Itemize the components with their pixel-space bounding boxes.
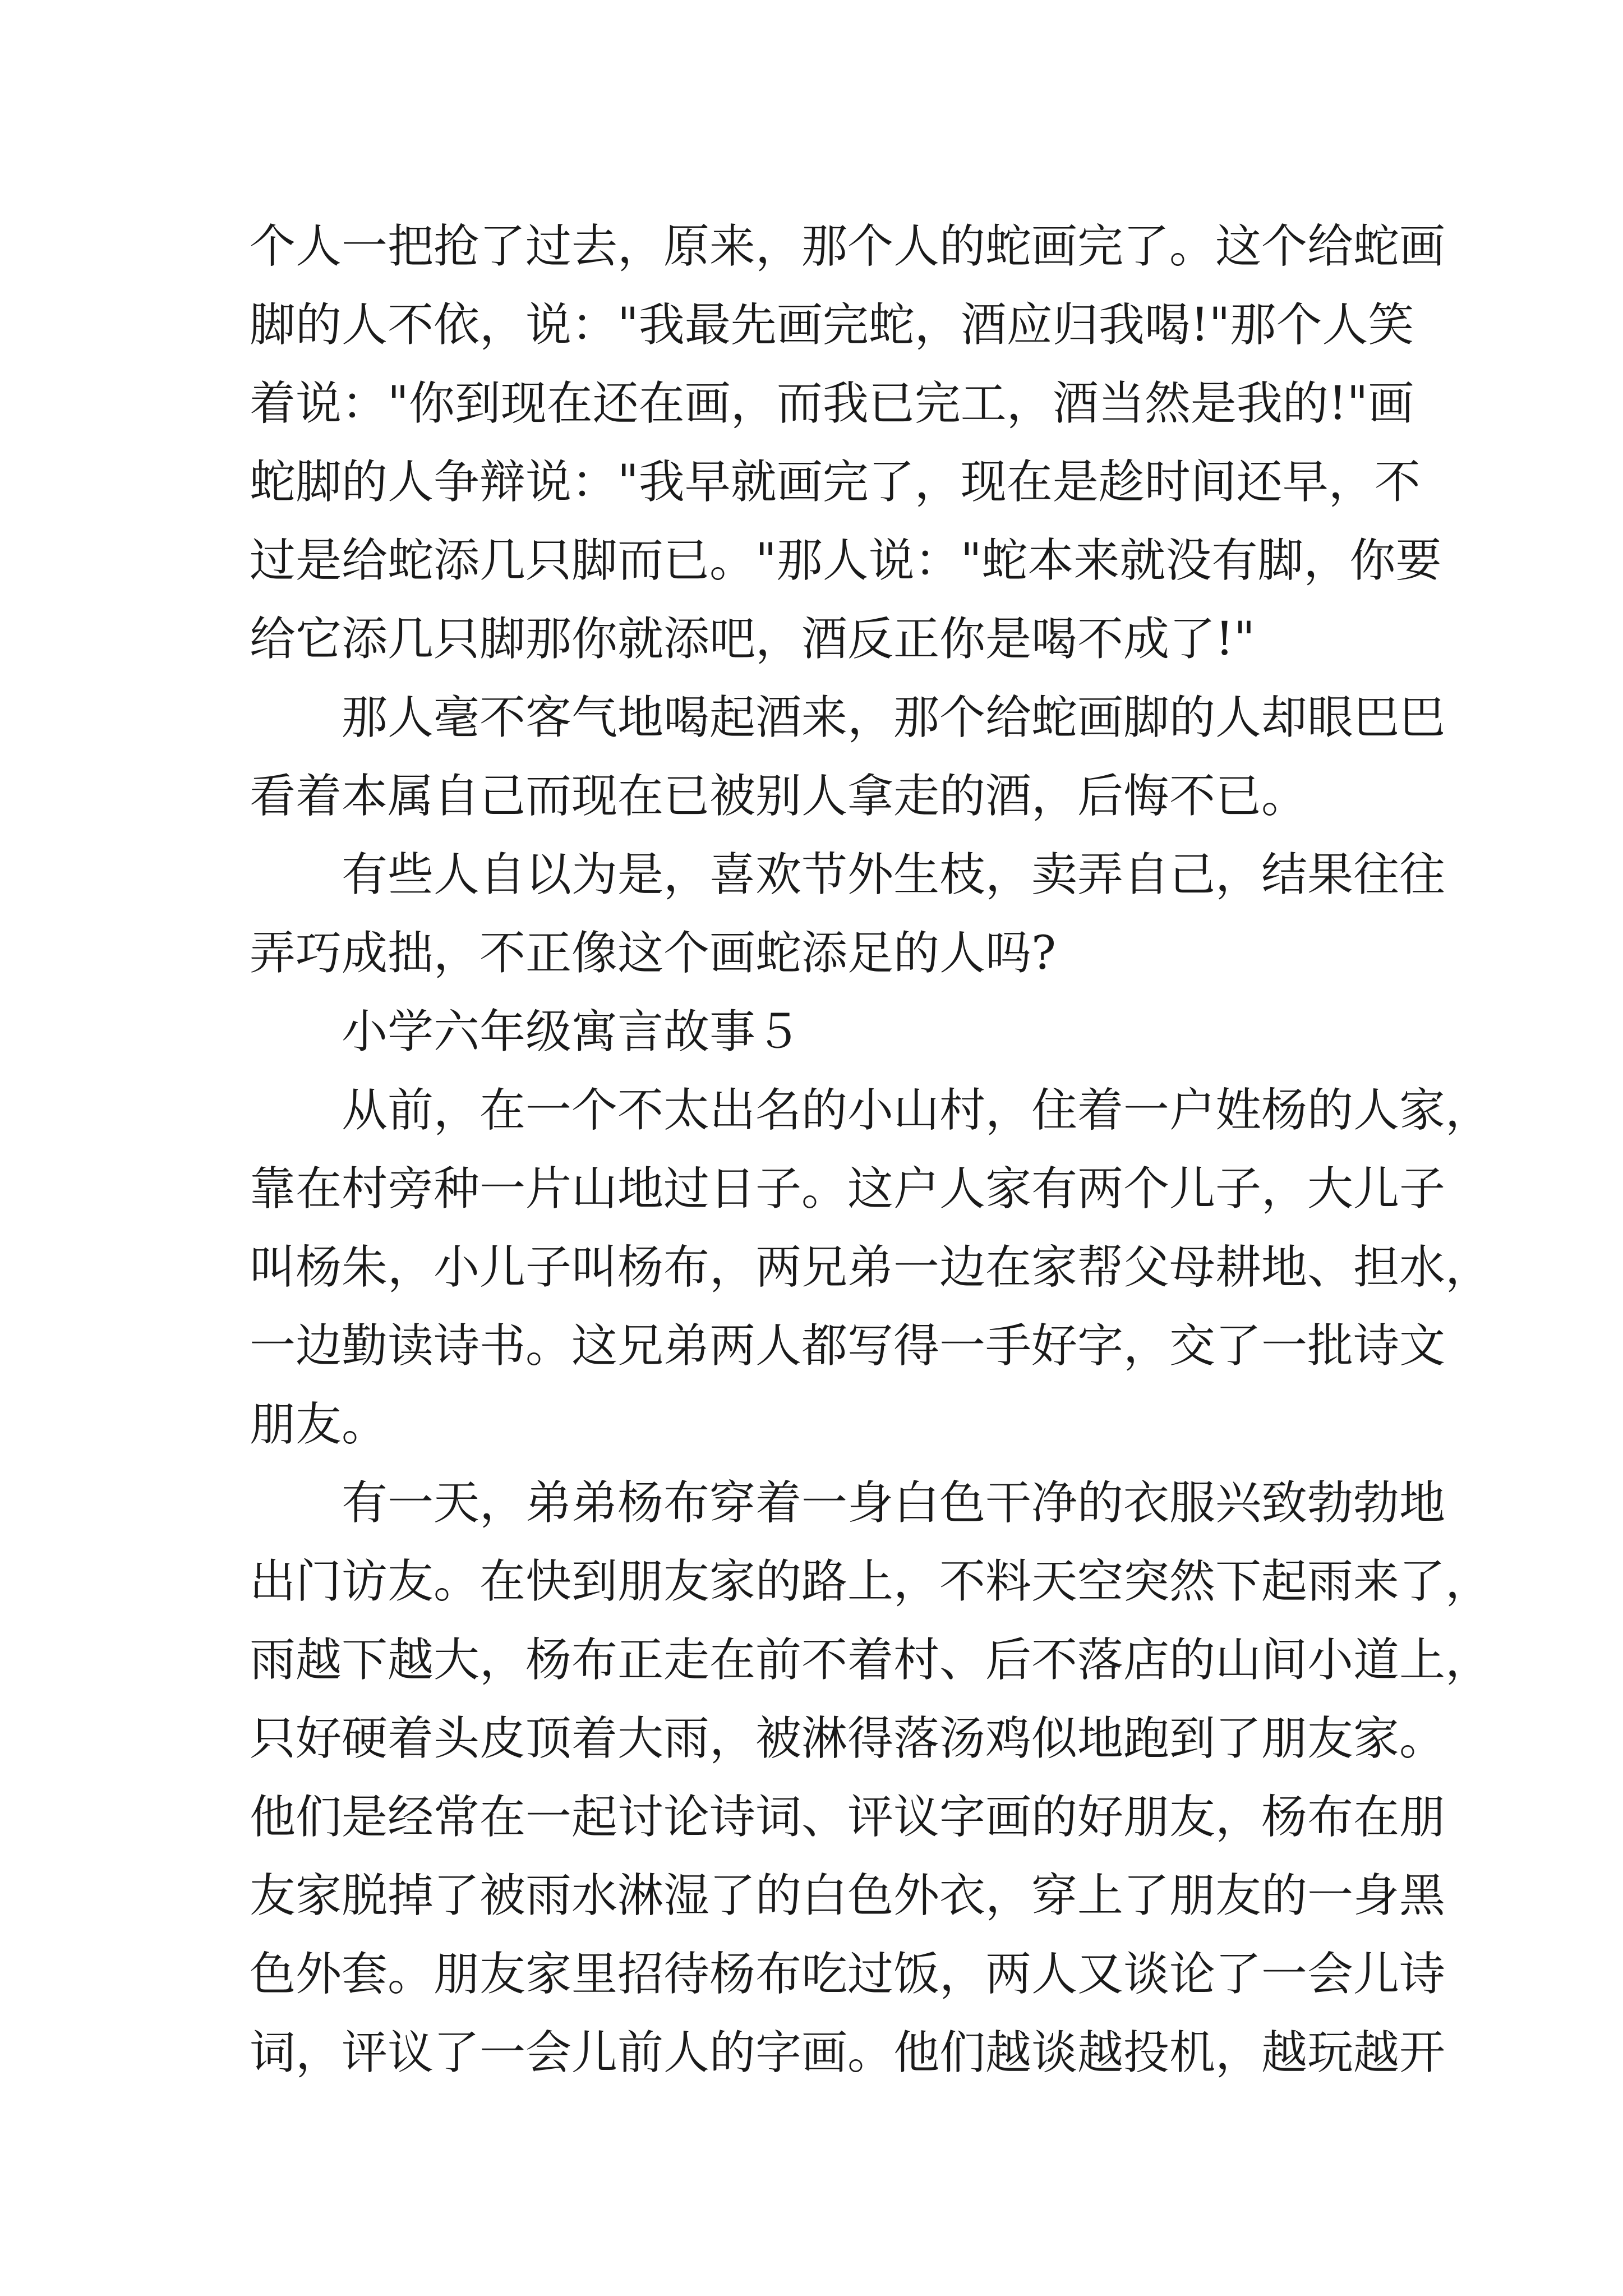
text-line: 个人一把抢了过去，原来，那个人的蛇画完了。这个给蛇画 bbox=[250, 220, 1446, 273]
text-line: 词，评议了一会儿前人的字画。他们越谈越投机，越玩越开 bbox=[250, 2026, 1446, 2079]
text-line: 只好硬着头皮顶着大雨，被淋得落汤鸡似地跑到了朋友家。 bbox=[250, 1712, 1446, 1765]
text-line: 他们是经常在一起讨论诗词、评议字画的好朋友，杨布在朋 bbox=[250, 1791, 1446, 1844]
text-line: 从前，在一个不太出名的小山村，住着一户姓杨的人家， bbox=[342, 1084, 1492, 1137]
text-line: 朋友。 bbox=[250, 1398, 388, 1451]
text-line: 小学六年级寓言故事５ bbox=[342, 1005, 802, 1059]
text-line: 雨越下越大，杨布正走在前不着村、后不落店的山间小道上， bbox=[250, 1634, 1492, 1687]
text-line: 有一天，弟弟杨布穿着一身白色干净的衣服兴致勃勃地 bbox=[342, 1476, 1446, 1530]
text-line: 友家脱掉了被雨水淋湿了的白色外衣，穿上了朋友的一身黑 bbox=[250, 1869, 1446, 1922]
text-line: 靠在村旁种一片山地过日子。这户人家有两个儿子，大儿子 bbox=[250, 1162, 1446, 1216]
text-line: 弄巧成拙，不正像这个画蛇添足的人吗? bbox=[250, 927, 1056, 980]
text-line: 色外套。朋友家里招待杨布吃过饭，两人又谈论了一会儿诗 bbox=[250, 1948, 1446, 2001]
document-page bbox=[250, 208, 1492, 2092]
text-line: 过是给蛇添几只脚而已。"那人说："蛇本来就没有脚，你要 bbox=[250, 534, 1442, 587]
text-line: 给它添几只脚那你就添吧，酒反正你是喝不成了!" bbox=[250, 613, 1255, 666]
text-line: 那人毫不客气地喝起酒来，那个给蛇画脚的人却眼巴巴 bbox=[342, 691, 1446, 744]
text-line: 叫杨朱，小儿子叫杨布，两兄弟一边在家帮父母耕地、担水， bbox=[250, 1241, 1492, 1294]
text-line: 看着本属自己而现在已被别人拿走的酒，后悔不已。 bbox=[250, 770, 1308, 823]
text-line: 出门访友。在快到朋友家的路上，不料天空突然下起雨来了， bbox=[250, 1555, 1492, 1608]
text-line: 着说："你到现在还在画，而我已完工，酒当然是我的!"画 bbox=[250, 377, 1414, 430]
text-line: 脚的人不依，说："我最先画完蛇，酒应归我喝!"那个人笑 bbox=[250, 298, 1414, 352]
text-line: 蛇脚的人争辩说："我早就画完了，现在是趁时间还早，不 bbox=[250, 455, 1421, 509]
text-line: 一边勤读诗书。这兄弟两人都写得一手好字，交了一批诗文 bbox=[250, 1319, 1446, 1373]
text-line: 有些人自以为是，喜欢节外生枝，卖弄自己，结果往往 bbox=[342, 848, 1446, 901]
